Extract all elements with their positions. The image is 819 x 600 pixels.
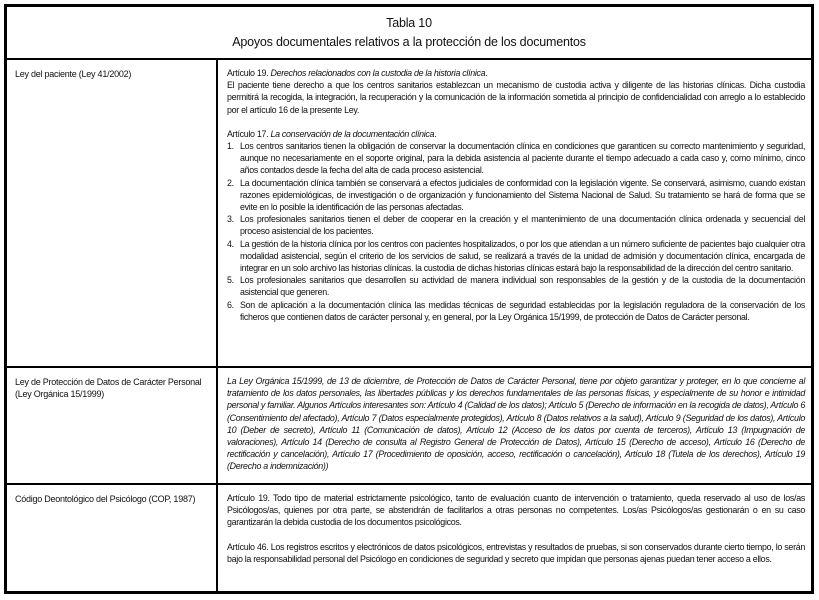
content-cell [218,60,811,366]
article-label: Artículo 17. [227,128,269,139]
article-label: Artículo 19. [227,68,269,78]
item-number: 2. [227,177,234,188]
article-heading: Artículo 17. La conservación de la documentación clínica. [227,128,437,139]
source-cell: Código Deontológico del Psicólogo (COP, 1987) [7,485,218,591]
table-row-lopd [7,368,811,485]
list-item [227,213,805,237]
list-item [227,274,805,298]
list-item [227,177,805,214]
source-cell: Ley del paciente (Ley 41/2002) [7,60,218,366]
item-number: 1. [227,141,234,152]
item-text: Los profesionales sanitarios tienen el deber de cooperar en la creación y el mantenimiento de una documentación clínica ordenada y secuencial del proceso asistencial de los pacientes. [240,214,805,237]
item-number: 5. [227,275,234,286]
item-text: Los centros sanitarios tienen la obligación de conservar la documentación clínica en condiciones que garanticen su correcto mantenimiento y seguridad, aunque no necesariamente en el soporte original, para la debida asistencia al paciente durante el tiempo adecuado a cada caso y, como mínimo, cinco años contados desde la fecha del alta de cada proceso asistencial. [240,141,805,176]
item-text: Los profesionales sanitarios que desarrollen su actividad de manera individual son responsables de la gestión y de la custodia de la documentación asistencial que generen. [240,275,805,298]
table-row-codigo-deontologico [7,485,811,591]
list-item [227,238,805,275]
item-number: 4. [227,238,234,249]
list-item [227,299,805,323]
item-text: Son de aplicación a la documentación clínica las medidas técnicas de seguridad establecidas por la legislación reguladora de la conservación de los ficheros que contienen datos de carácter personal y, en general, por la Ley Orgánica 15/1999, de protección de Datos de Carácter personal. [240,299,805,322]
article-body: La Ley Orgánica 15/1999, de 13 de diciembre, de Protección de Datos de Carácter Personal, tiene por objeto garantizar y proteger, en lo que concierne al tratamiento de los datos personales, las libertades públicas y los derechos fundamentales de las personas físicas, y especialmente de su honor e intimidad personal y familiar. Algunos Artículos interesantes son: Artículo 4 (Calidad de los datos); Artículo 5 (Derecho de información en la recogida de datos), Artículo 6 (Consentimiento del afectado), Artículo 7 (Datos especialmente protegidos), Artículo 8 (Datos relativos a la salud), Artículo 9 (Seguridad de los datos), Artículo 10 (Deber de secreto), Artículo 11 (Comunicación de datos), Artículo 12 (Acceso de los datos por cuenta de terceros), Artículo 13 (Impugnación de valoraciones), Artículo 14 (Derecho de consulta al Registro General de Protección de Datos), Artículo 15 (Derecho de acceso), Artículo 16 (Derecho de rectificación y cancelación), Artículo 17 (Procedimiento de oposición, acceso, rectificación o cancelación), Artículo 18 (Tutela de los derechos), Artículo 19 (Derecho a indemnización)) [227,376,805,472]
table-row-ley-paciente [7,60,811,368]
article-body: El paciente tiene derecho a que los centros sanitarios establezcan un mecanismo de custodia activa y diligente de las historias clínicas. Dicha custodia permitirá la recogida, la integración, la recuperación y la comunicación de la información sometida al principio de confidencialidad con arreglo a lo establecido por el artículo 16 de la presente Ley. [227,80,805,115]
table-caption [7,7,811,60]
item-number: 3. [227,214,234,225]
item-text: La documentación clínica también se conservará a efectos judiciales de conformidad con la legislación vigente. Se conservará, asimismo, cuando existan razones epidemiológicas, de investigación o de organización y funcionamiento del Sistema Nacional de Salud. Su tratamiento se hará de forma que se evite en lo posible la identificación de las personas afectadas. [240,177,805,213]
list-item [227,140,805,177]
item-text: La gestión de la historia clínica por los centros con pacientes hospitalizados, o por los que atiendan a un número suficiente de pacientes bajo cualquier otra modalidad asistencial, según el criterio de los servicios de salud, se realizará a través de la unidad de admisión y documentación clínica, encargada de integrar en un solo archivo las historias clínicas. la custodia de dichas historias clínicas estará bajo la responsabilidad de la dirección del centro sanitario. [240,238,805,274]
article-body: Artículo 46. Los registros escritos y electrónicos de datos psicológicos, entrevistas y resultados de pruebas, si son conservados durante cierto tiempo, lo serán bajo la responsabilidad personal del Psicólogo en condiciones de seguridad y secreto que impidan que personas ajenas puedan tener acceso a ellos. [227,541,805,564]
article-title: Derechos relacionados con la custodia de la historia clínica [270,68,486,78]
document-table [4,4,814,594]
content-cell [218,368,811,483]
article-title: La conservación de la documentación clínica [270,128,435,139]
item-number: 6. [227,299,234,310]
article-body: Artículo 19. Todo tipo de material estrictamente psicológico, tanto de evaluación cuanto de intervención o tratamiento, queda reservado al uso de los/as Psicólogos/as, quienes por otra parte, se abstendrán de facilitarlos a otras personas no competentes. Los/as Psicólogos/as gestionarán o en su caso garantizarán la debida custodia de los documentos psicológicos. [227,493,805,528]
article-item-list [227,140,805,323]
source-cell: Ley de Protección de Datos de Carácter Personal (Ley Orgánica 15/1999) [7,368,218,483]
article-heading: Artículo 19. Derechos relacionados con la custodia de la historia clínica. [227,68,488,78]
table-number: Tabla 10 [386,16,432,30]
table-title: Apoyos documentales relativos a la protección de los documentos [232,35,586,49]
content-cell [218,485,811,591]
